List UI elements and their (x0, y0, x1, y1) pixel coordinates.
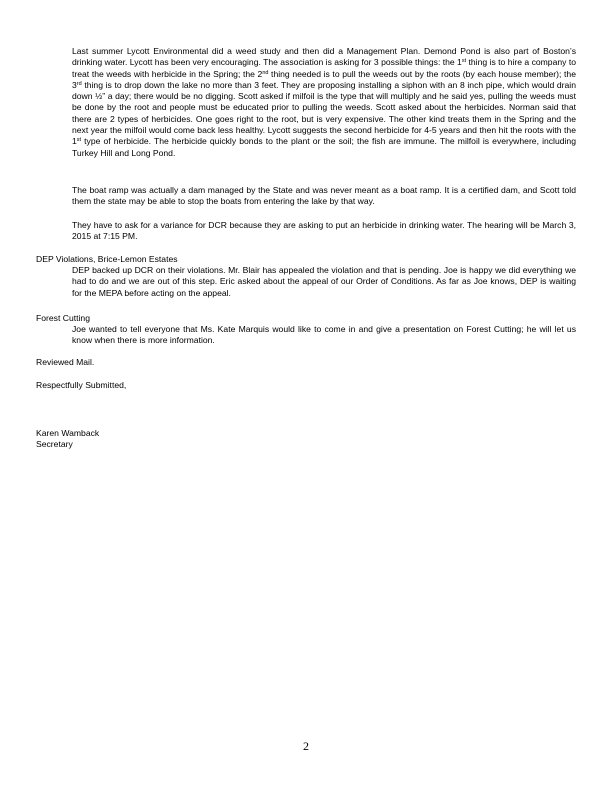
dep-violations-paragraph: DEP backed up DCR on their violations. Mr. Blair has appealed the violation and that is pending. Joe is happy we did everything we had to do and we are out of this step. Eric asked about the appeal of our Order of Conditions. As far as Joe knows, DEP is waiting for the MEPA before acting on the appeal. (72, 265, 576, 298)
signer-name: Karen Wamback (36, 428, 100, 438)
signer-title: Secretary (36, 439, 73, 449)
boat-ramp-paragraph: The boat ramp was actually a dam managed by the State and was never meant as a boat ramp. It is a certified dam, and Scott told them the state may be able to stop the boats from entering the lake by that way. (72, 185, 576, 207)
forest-cutting-paragraph: Joe wanted to tell everyone that Ms. Kate Marquis would like to come in and give a presentation on Forest Cutting; he will let us know when there is more information. (72, 324, 576, 346)
text-run: thing is to hire a company to treat the weeds with herbicide in the Spring; the 2 (72, 57, 577, 79)
text-run: type of herbicide. The herbicide quickly bonds to the plant or the soil; the fish are immune. The milfoil is everywhere, including Turkey Hill and Long Pond. (72, 136, 576, 158)
page-number: 2 (303, 739, 309, 753)
ordinal-suffix: st (461, 58, 467, 65)
text-run: thing needed is to pull the weeds out by the roots (by each house member); the 3 (72, 68, 576, 90)
text-run: thing is to drop down the lake no more than 3 feet. They are proposing installing a siphon with an 8 inch pipe, which would drain down ½” a day; there would be no digging. Scott asked if milfoil is the type that will multiply and he said yes, pulling the weeds must be done by the root and people must be educated prior to pulling the weeds. Scott asked about the herbicides. Norman said that there are 2 types of herbicides. One goes right to the root, but is very expensive. The other kind treats them in the Spring and the next year the milfoil would come back less healthy. Lycott suggests the second herbicide for 4-5 years and then hit the roots with the 1 (72, 79, 576, 147)
reviewed-mail-line: Reviewed Mail. (36, 357, 95, 367)
text-run: Last summer Lycott Environmental did a weed study and then did a Management Plan. Demond Pond is also part of Boston’s drinking water. Lycott has been very encouraging. The association is asking for 3 possible things: the 1 (72, 46, 576, 68)
forest-cutting-heading: Forest Cutting (36, 313, 90, 323)
variance-paragraph: They have to ask for a variance for DCR because they are asking to put an herbicide in drinking water. The hearing will be March 3, 2015 at 7:15 PM. (72, 220, 576, 242)
dep-violations-heading: DEP Violations, Brice-Lemon Estates (36, 254, 178, 264)
closing-line: Respectfully Submitted, (36, 380, 127, 390)
ordinal-suffix: rd (76, 80, 82, 87)
ordinal-suffix: st (76, 137, 82, 144)
lycott-paragraph (72, 46, 576, 159)
ordinal-suffix: nd (262, 69, 269, 76)
